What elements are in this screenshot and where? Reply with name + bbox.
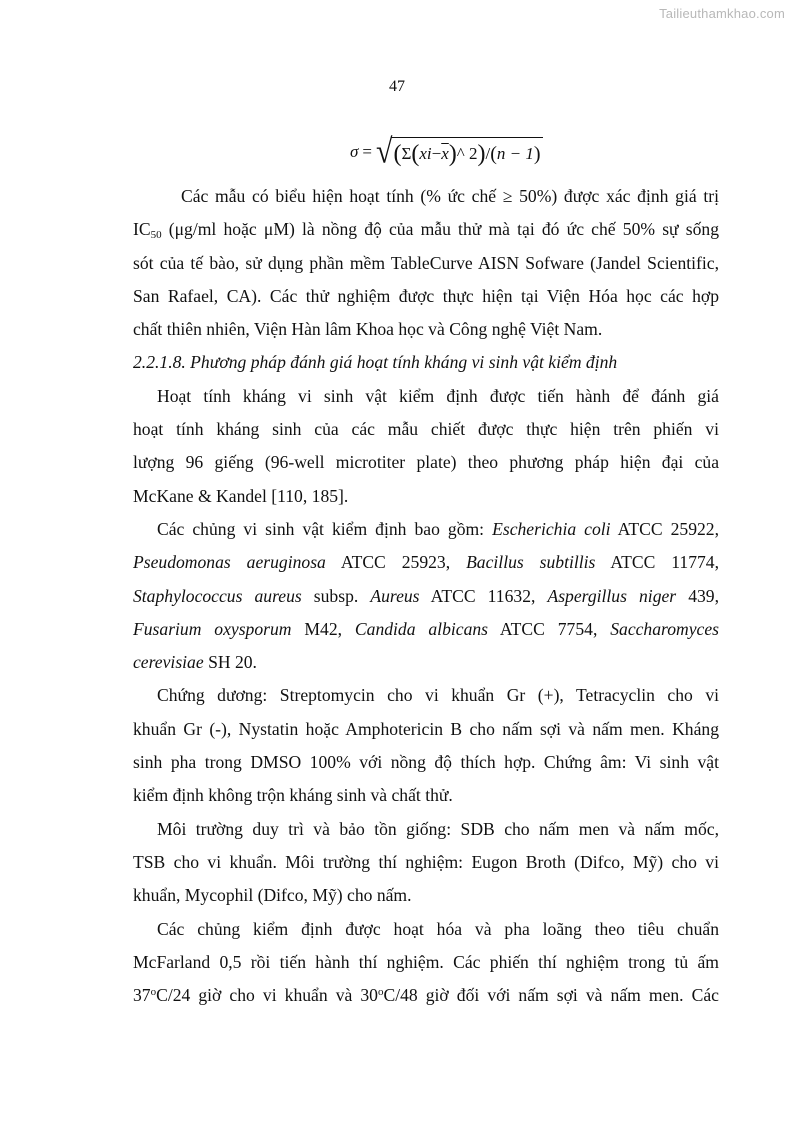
paragraph-media — [133, 813, 719, 913]
text-line: kiểm định không trộn kháng sinh và chất thử. — [133, 785, 453, 806]
watermark: Tailieuthamkhao.com — [659, 6, 785, 21]
formula-square-root — [375, 132, 543, 171]
text-line: lượng 96 giếng (96-well microtiter plate) theo phương pháp hiện đại của — [133, 452, 719, 473]
paragraph-method — [133, 380, 719, 513]
text-line: chất thiên nhiên, Viện Hàn lâm Khoa học và Công nghệ Việt Nam. — [133, 319, 603, 340]
text-line: Chứng dương: Streptomycin cho vi khuẩn Gr (+), Tetracyclin cho vi — [157, 685, 719, 706]
paragraph-strains — [133, 513, 719, 679]
text-line: khuẩn, Mycophil (Difco, Mỹ) cho nấm. — [133, 885, 412, 906]
text-line: sinh pha trong DMSO 100% với nồng độ thích hợp. Chứng âm: Vi sinh vật — [133, 752, 719, 773]
text-line: TSB cho vi khuẩn. Môi trường thí nghiệm: Eugon Broth (Difco, Mỹ) cho vi — [133, 851, 719, 872]
standard-deviation-formula — [350, 132, 543, 172]
section-heading: 2.2.1.8. Phương pháp đánh giá hoạt tính kháng vi sinh vật kiểm định — [133, 352, 618, 373]
text-line: Các mẫu có biểu hiện hoạt tính (% ức chế ≥ 50%) được xác định giá trị — [181, 186, 719, 206]
text-line: Fusarium oxysporum M42, Candida albicans ATCC 7754, Saccharomyces — [133, 618, 719, 639]
page-number: 47 — [389, 78, 405, 95]
text-line: Pseudomonas aeruginosa ATCC 25923, Bacillus subtillis ATCC 11774, — [133, 552, 719, 573]
formula-equals: = — [362, 142, 372, 161]
text-line: cerevisiae SH 20. — [133, 652, 257, 673]
formula-sigma-lhs: σ — [350, 142, 359, 161]
text-line: Môi trường duy trì và bảo tồn giống: SDB cho nấm men và nấm mốc, — [157, 818, 719, 839]
paragraph-ic50 — [133, 180, 719, 346]
text-line: khuẩn Gr (-), Nystatin hoặc Amphotericin B cho nấm sợi và nấm men. Kháng — [133, 718, 719, 739]
paragraph-controls — [133, 679, 719, 812]
text-line: sót của tế bào, sử dụng phần mềm TableCurve AISN Sofware (Jandel Scientific, — [133, 252, 719, 273]
radical-sign-icon: √ — [375, 132, 393, 171]
text-line: Các chủng vi sinh vật kiểm định bao gồm: Escherichia coli ATCC 25922, — [157, 518, 719, 539]
text-line: Các chủng kiểm định được hoạt hóa và pha loãng theo tiêu chuẩn — [157, 918, 719, 939]
paragraph-activation — [133, 913, 719, 1013]
text-line: hoạt tính kháng sinh của các mẫu chiết được thực hiện trên phiến vi — [133, 419, 719, 440]
text-line: McKane & Kandel [110, 185]. — [133, 485, 349, 506]
text-line: $IC_{50}$ (μg/ml hoặc μM) là nồng độ của mẫu thử mà tại đó ức chế 50% sự sống — [133, 219, 719, 242]
formula-radicand: ( Σ ( xi − $\overline{x}$ ) ^ 2 ) / ( n − 1 ) — [391, 137, 542, 167]
text-line: Staphylococcus aureus subsp. Aureus ATCC 11632, Aspergillus niger 439, — [133, 585, 720, 606]
document-body — [133, 180, 719, 1012]
text-line: Hoạt tính kháng vi sinh vật kiểm định được tiến hành để đánh giá — [157, 385, 719, 406]
text-line: 37$^o$C/24 giờ cho vi khuẩn và 30$^o$C/48 giờ đối với nấm sợi và nấm men. Các — [133, 985, 719, 1006]
text-line: San Rafael, CA). Các thử nghiệm được thực hiện tại Viện Hóa học các hợp — [133, 285, 719, 306]
text-line: McFarland 0,5 rồi tiến hành thí nghiệm. Các phiến thí nghiệm trong tủ ấm — [133, 951, 719, 972]
